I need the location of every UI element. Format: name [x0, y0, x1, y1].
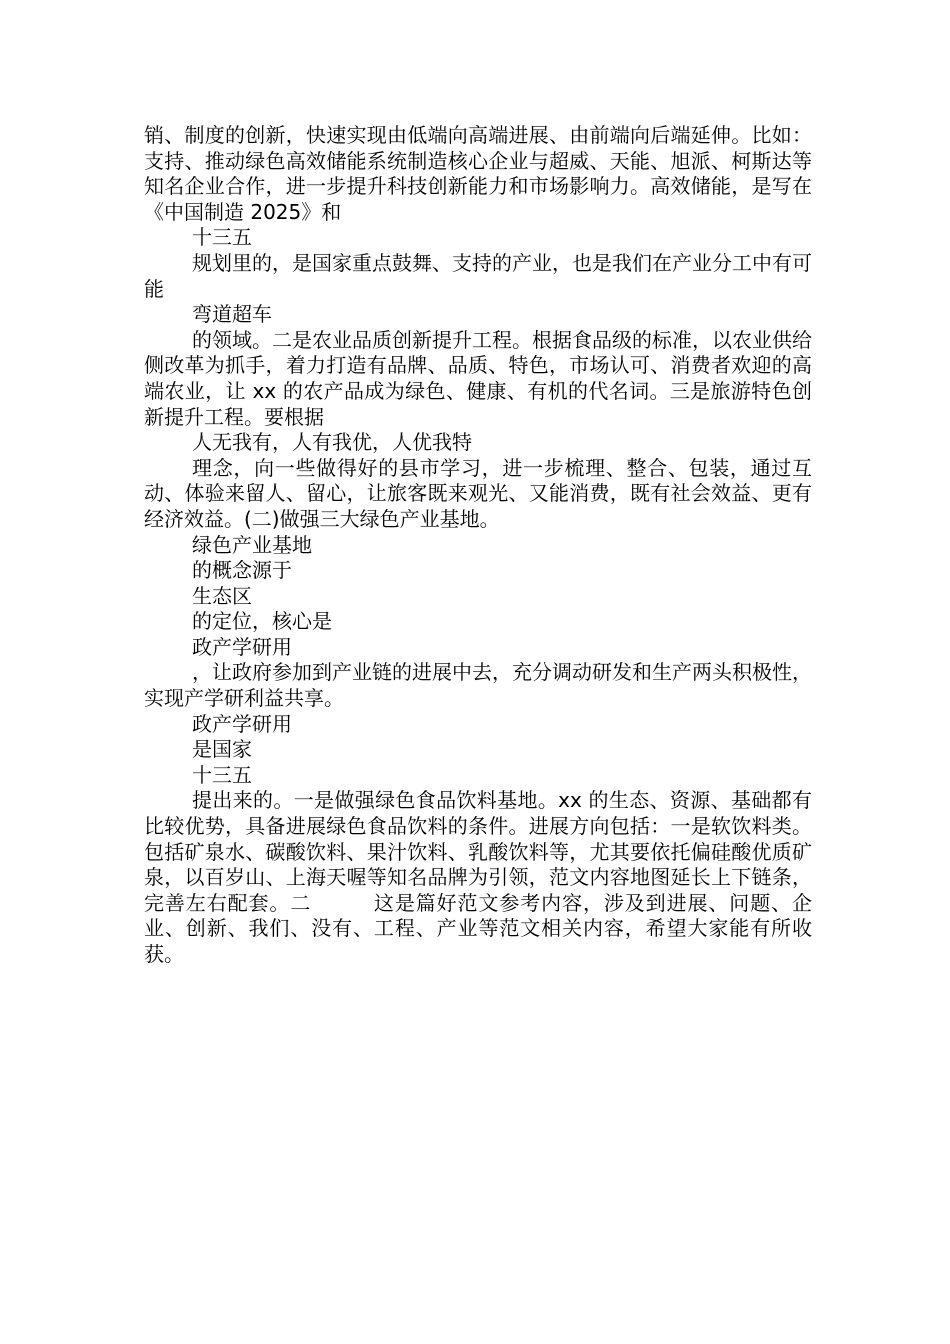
- phrase-line-2: 弯道超车: [192, 302, 272, 327]
- phrase-line-10: 是国家: [192, 737, 252, 762]
- phrase-line-5: 的概念源于: [192, 558, 292, 583]
- paragraph-6: 提出来的。一是做强绿色食品饮料基地。xx 的生态、资源、基础都有比较优势，具备进展绿色食品饮料的条件。进展方向包括：一是软饮料类。包括矿泉水、碳酸饮料、果汁饮料、乳酸饮料等，尤其要依托偏硅酸优质矿泉，以百岁山、上海天喔等知名品牌为引领，范文内容地图延长上下链条，完善左右配套。二 这是篇好范文参考内容，涉及到进展、问题、企业、创新、我们、没有、工程、产业等范文相关内容，希望大家能有所收获。: [144, 788, 812, 966]
- paragraph-4: 理念，向一些做得好的县市学习，进一步梳理、整合、包装，通过互动、体验来留人、留心，让旅客既来观光、又能消费，既有社会效益、更有经济效益。(二)做强三大绿色产业基地。: [144, 455, 812, 531]
- phrase-line-3: 人无我有，人有我优，人优我特: [192, 430, 472, 455]
- phrase-line-9: 政产学研用: [192, 711, 292, 736]
- phrase-line-1: 十三五: [192, 225, 252, 250]
- paragraph-3: 的领域。二是农业品质创新提升工程。根据食品级的标准，以农业供给侧改革为抓手，着力打造有品牌、品质、特色，市场认可、消费者欢迎的高端农业，让 xx 的农产品成为绿色、健康、有机的代名词。三是旅游特色创新提升工程。要根据: [144, 327, 812, 429]
- phrase-line-8: 政产学研用: [192, 634, 292, 659]
- phrase-line-6: 生态区: [192, 583, 252, 608]
- paragraph-5: ，让政府参加到产业链的进展中去，充分调动研发和生产两头积极性，实现产学研利益共享。: [144, 660, 812, 711]
- phrase-line-4: 绿色产业基地: [192, 532, 312, 557]
- phrase-line-11: 十三五: [192, 762, 252, 787]
- phrase-line-7: 的定位，核心是: [192, 609, 332, 634]
- paragraph-2: 规划里的，是国家重点鼓舞、支持的产业，也是我们在产业分工中有可能: [144, 250, 812, 301]
- document-body: [144, 123, 812, 968]
- paragraph-1: 销、制度的创新，快速实现由低端向高端进展、由前端向后端延伸。比如：支持、推动绿色高效储能系统制造核心企业与超威、天能、旭派、柯斯达等知名企业合作，进一步提升科技创新能力和市场影响力。高效储能，是写在《中国制造 2025》和: [144, 123, 812, 224]
